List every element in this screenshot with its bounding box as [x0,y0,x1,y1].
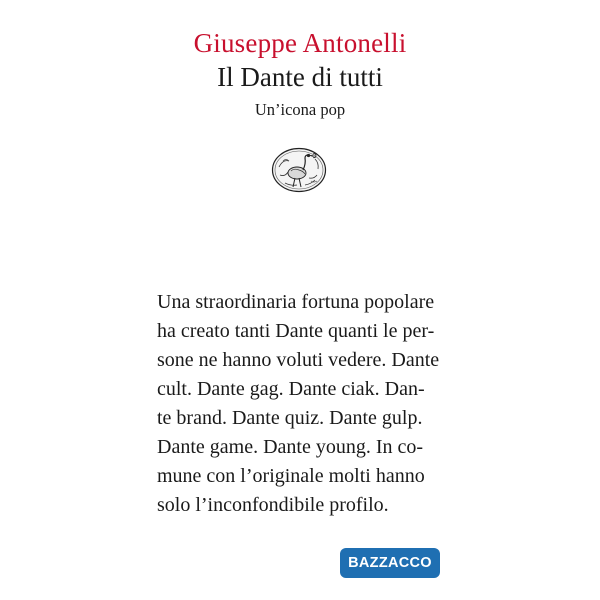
blurb-line: ha creato tanti Dante quanti le per- [157,320,435,342]
blurb-line: mune con l’originale molti hanno [157,465,425,487]
book-subtitle: Un’icona pop [254,100,346,119]
blurb-line: Dante game. Dante young. In co- [157,436,424,458]
badge-label: BAZZACCO [348,555,432,571]
blurb-line: sone ne hanno voluti vedere. Dante [157,349,440,371]
ostrich-emblem-icon [271,147,327,193]
blurb-text [157,288,467,520]
book-title: Il Dante di tutti [217,62,383,92]
blurb-line: cult. Dante gag. Dante ciak. Dan- [157,378,425,400]
blurb-line: Una straordinaria fortuna popolare [157,291,435,313]
blurb-line: solo l’inconfondibile profilo. [157,494,389,516]
bazzacco-logo-badge [340,548,440,578]
author-name: Giuseppe Antonelli [193,28,407,58]
blurb-line: te brand. Dante quiz. Dante gulp. [157,407,423,429]
